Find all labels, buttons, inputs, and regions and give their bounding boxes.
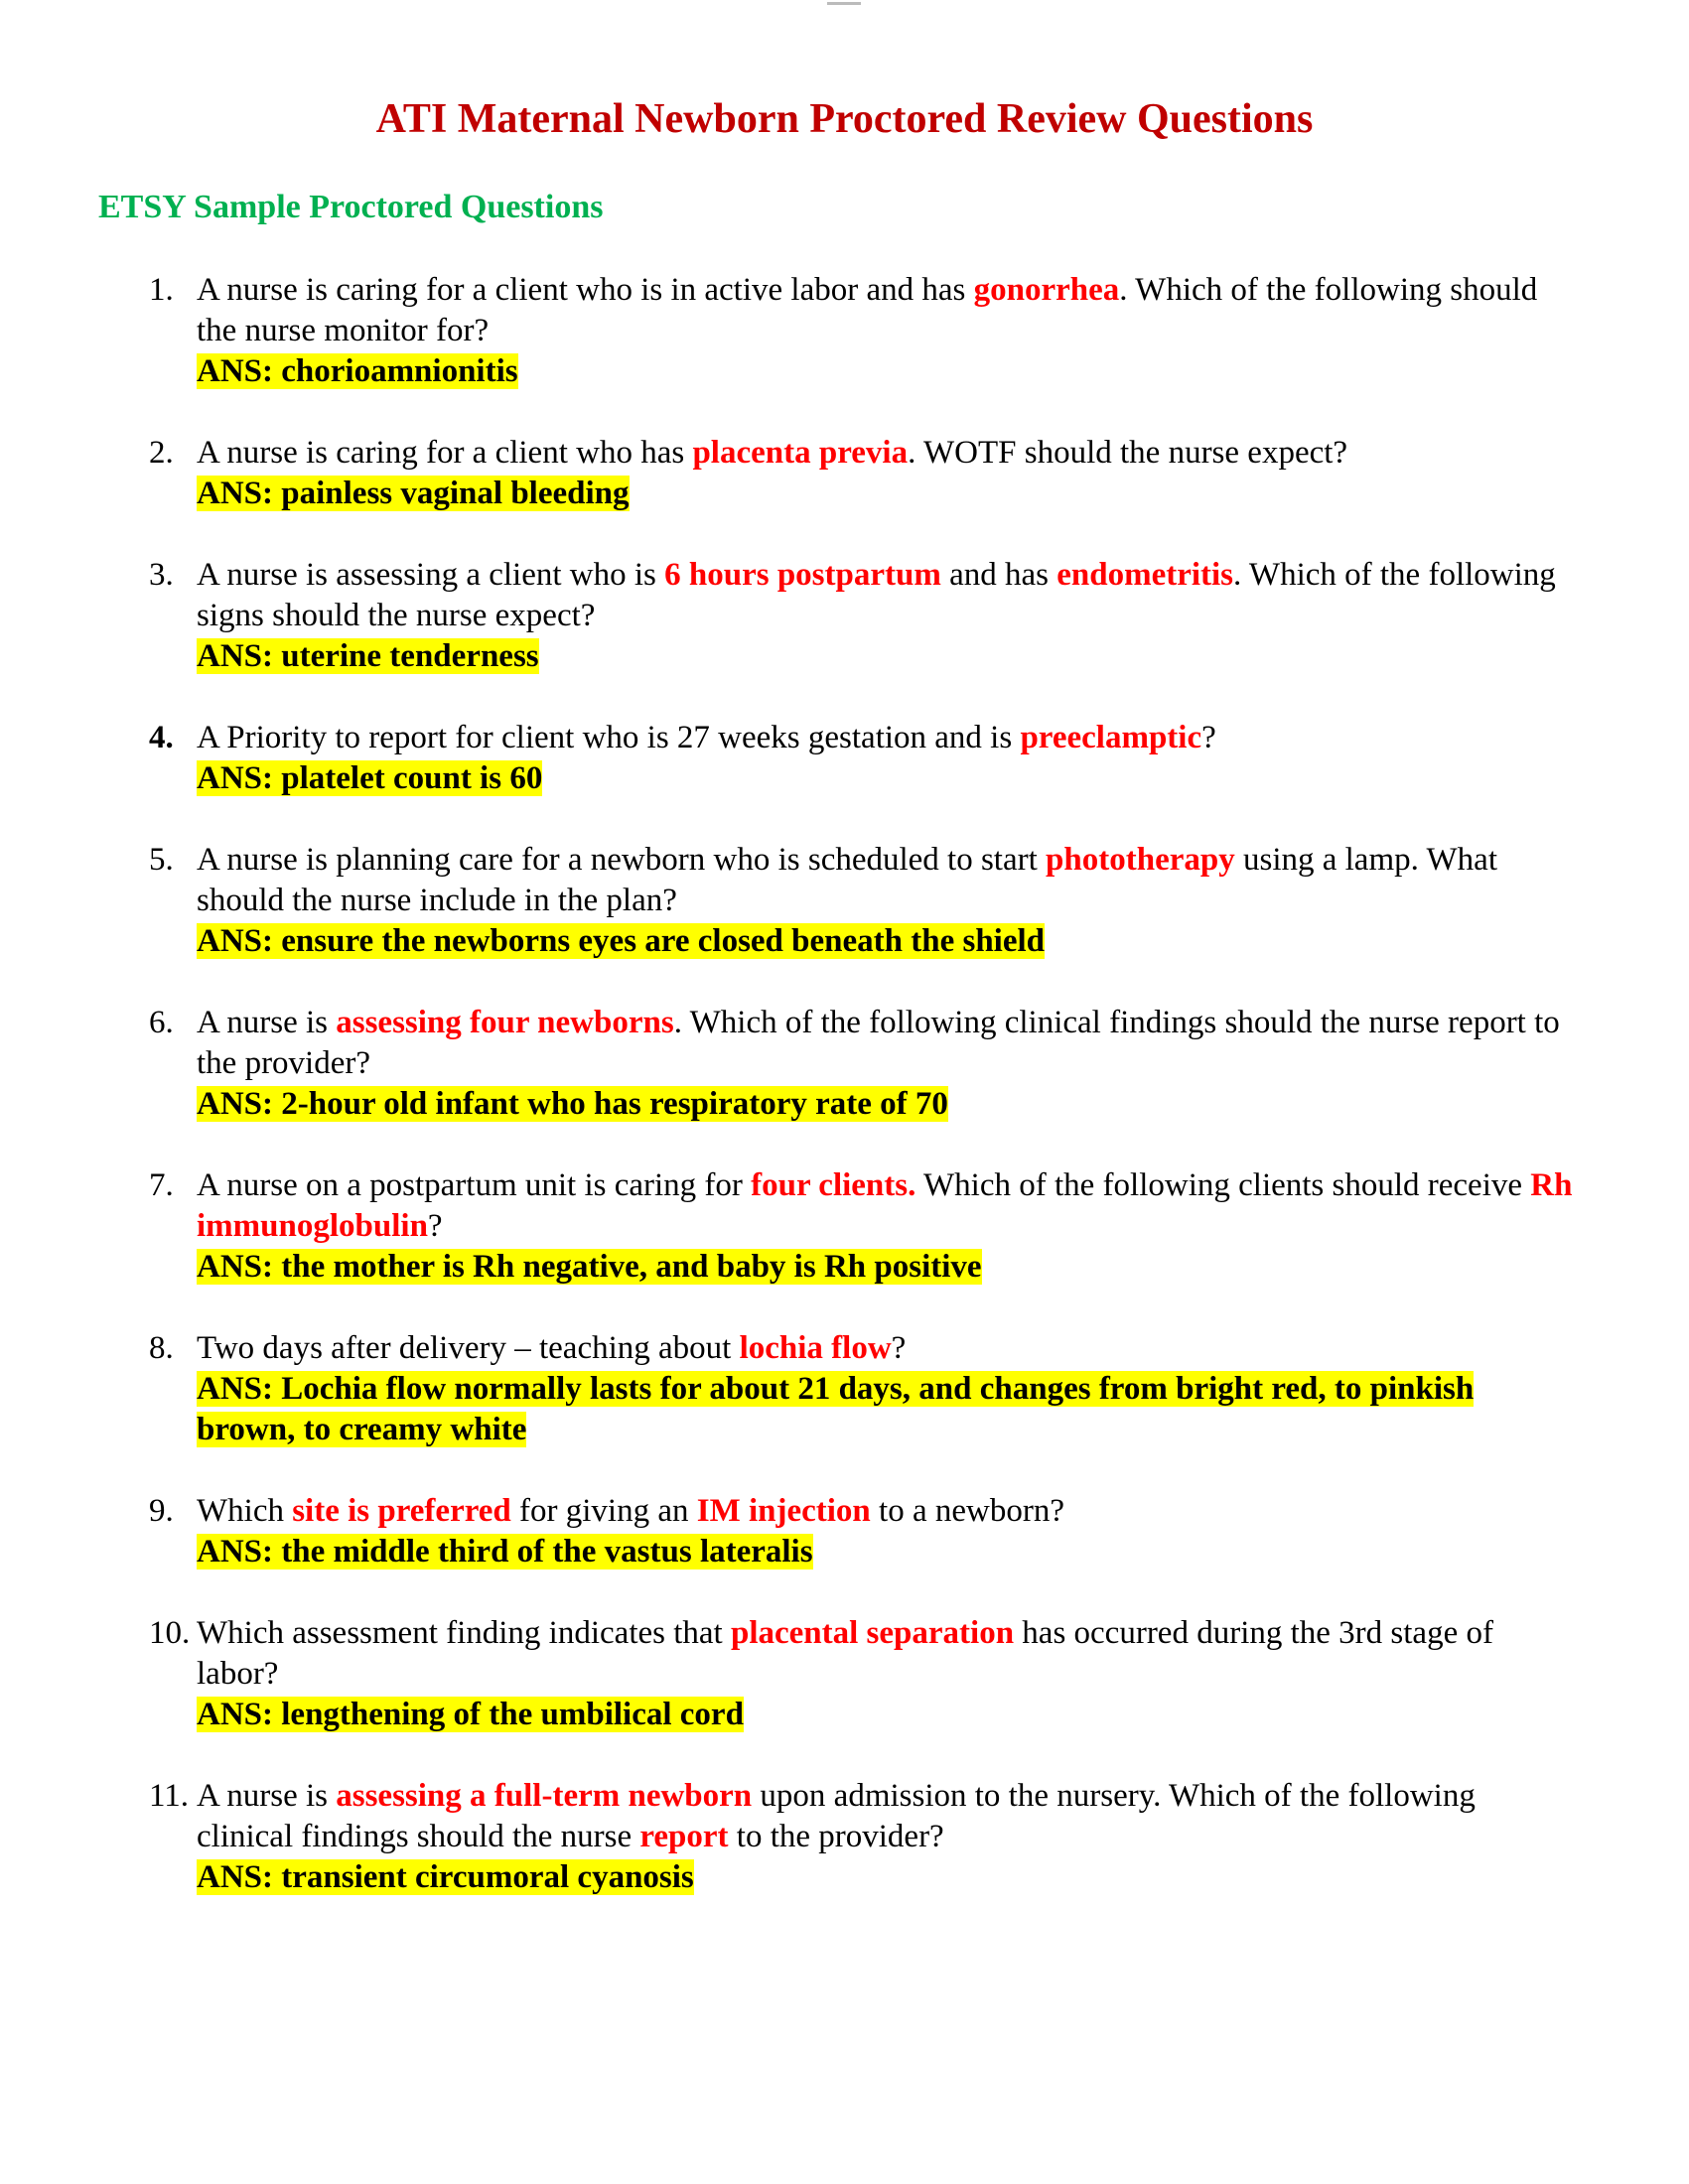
question-body: [197, 1776, 1579, 1898]
keyword: placenta previa: [692, 435, 909, 471]
question-body: [197, 840, 1579, 962]
question-text-segment: A nurse is planning care for a newborn who is scheduled to start: [197, 842, 1047, 878]
question-item: [149, 1003, 1579, 1125]
answer-highlight: ANS: the middle third of the vastus lateralis: [197, 1534, 813, 1570]
keyword: lochia flow: [739, 1330, 892, 1366]
keyword: endometritis: [1056, 557, 1234, 593]
keyword: preeclamptic: [1020, 720, 1202, 755]
question-body: [197, 1165, 1579, 1288]
question-number: 1.: [149, 272, 174, 308]
keyword: phototherapy: [1046, 842, 1235, 878]
answer-highlight: ANS: the mother is Rh negative, and baby is Rh positive: [197, 1249, 982, 1285]
question-text-segment: . WOTF should the nurse expect?: [908, 435, 1348, 471]
question-number: 9.: [149, 1493, 174, 1529]
answer-highlight: ANS: lengthening of the umbilical cord: [197, 1697, 744, 1732]
keyword: 6 hours postpartum: [664, 557, 941, 593]
question-number: 5.: [149, 842, 174, 878]
question-number: 11.: [149, 1778, 190, 1814]
question-text-segment: . Which of the following clinical findings should the nurse report to the provider?: [197, 1005, 1560, 1081]
question-text: [197, 270, 1579, 351]
question-text-segment: A nurse is: [197, 1778, 337, 1814]
question-number: 3.: [149, 557, 174, 593]
question-text-segment: has occurred during the 3rd stage of labor?: [197, 1615, 1493, 1692]
answer-highlight: ANS: transient circumoral cyanosis: [197, 1859, 694, 1895]
question-item: [149, 433, 1579, 514]
keyword: gonorrhea: [973, 272, 1120, 308]
question-text: [197, 1776, 1579, 1857]
question-text-segment: Which of the following clients should receive: [915, 1167, 1531, 1203]
question-text: [197, 1613, 1579, 1695]
question-text-segment: A nurse is caring for a client who has: [197, 435, 693, 471]
question-text-segment: upon admission to the nursery. Which of the following clinical findings should the nurse: [197, 1778, 1476, 1854]
answer-highlight: ANS: ensure the newborns eyes are closed beneath the shield: [197, 923, 1046, 959]
question-text-segment: . Which of the following signs should the nurse expect?: [197, 557, 1556, 633]
keyword: assessing a full-term newborn: [336, 1778, 753, 1814]
question-text: [197, 1328, 1579, 1369]
question-item: [149, 1491, 1579, 1572]
question-item: [149, 1776, 1579, 1898]
document-title: ATI Maternal Newborn Proctored Review Questions: [375, 96, 1314, 142]
question-item: [149, 555, 1579, 677]
question-number: 4.: [149, 720, 174, 755]
section-heading: ETSY Sample Proctored Questions: [98, 189, 604, 225]
question-text-segment: A nurse is assessing a client who is: [197, 557, 665, 593]
answer-highlight: ANS: uterine tenderness: [197, 638, 539, 674]
question-text: [197, 555, 1579, 636]
question-number: 10.: [149, 1615, 191, 1651]
question-body: [197, 1328, 1579, 1450]
question-text-segment: ?: [1201, 720, 1216, 755]
question-text-segment: to a newborn?: [870, 1493, 1064, 1529]
question-item: [149, 840, 1579, 962]
keyword: Rh immunoglobulin: [197, 1167, 1573, 1244]
question-item: [149, 270, 1579, 392]
keyword: report: [639, 1819, 729, 1854]
question-body: [197, 1613, 1579, 1735]
question-text-segment: A Priority to report for client who is 27 weeks gestation and is: [197, 720, 1021, 755]
question-body: [197, 718, 1579, 799]
question-number: 6.: [149, 1005, 174, 1040]
answer-highlight: ANS: chorioamnionitis: [197, 353, 518, 389]
answer-highlight: ANS: platelet count is 60: [197, 760, 543, 796]
question-text: [197, 718, 1579, 758]
question-number: 8.: [149, 1330, 174, 1366]
question-item: [149, 718, 1579, 799]
question-body: [197, 1003, 1579, 1125]
answer-highlight: ANS: Lochia flow normally lasts for about 21 days, and changes from bright red, to pinkish brown, to creamy white: [197, 1371, 1475, 1447]
keyword: site is preferred: [292, 1493, 511, 1529]
question-text-segment: A nurse is: [197, 1005, 337, 1040]
answer-highlight: ANS: painless vaginal bleeding: [197, 476, 630, 511]
question-text-segment: Two days after delivery – teaching about: [197, 1330, 740, 1366]
question-text-segment: A nurse is caring for a client who is in active labor and has: [197, 272, 974, 308]
question-body: [197, 270, 1579, 392]
question-text: [197, 1491, 1579, 1532]
question-body: [197, 555, 1579, 677]
question-text-segment: and has: [940, 557, 1057, 593]
answer-highlight: ANS: 2-hour old infant who has respiratory rate of 70: [197, 1086, 948, 1122]
question-item: [149, 1328, 1579, 1450]
question-text-segment: Which: [197, 1493, 293, 1529]
question-number: 7.: [149, 1167, 174, 1203]
question-item: [149, 1165, 1579, 1288]
question-number: 2.: [149, 435, 174, 471]
keyword: IM injection: [696, 1493, 871, 1529]
question-text-segment: ?: [891, 1330, 907, 1366]
question-text: [197, 1003, 1579, 1084]
keyword: assessing four newborns: [336, 1005, 674, 1040]
question-text: [197, 433, 1579, 474]
question-text-segment: ?: [427, 1208, 443, 1244]
question-text-segment: A nurse on a postpartum unit is caring for: [197, 1167, 752, 1203]
keyword: four clients.: [751, 1167, 916, 1203]
keyword: placental separation: [730, 1615, 1015, 1651]
question-text: [197, 840, 1579, 921]
question-list: [149, 270, 1579, 1939]
header-mark: [827, 2, 861, 5]
question-body: [197, 433, 1579, 514]
question-text-segment: using a lamp. What should the nurse include in the plan?: [197, 842, 1497, 918]
question-text-segment: . Which of the following should the nurse monitor for?: [197, 272, 1538, 348]
question-item: [149, 1613, 1579, 1735]
question-text-segment: to the provider?: [728, 1819, 944, 1854]
question-body: [197, 1491, 1579, 1572]
question-text: [197, 1165, 1579, 1247]
question-text-segment: Which assessment finding indicates that: [197, 1615, 731, 1651]
question-text-segment: for giving an: [510, 1493, 697, 1529]
